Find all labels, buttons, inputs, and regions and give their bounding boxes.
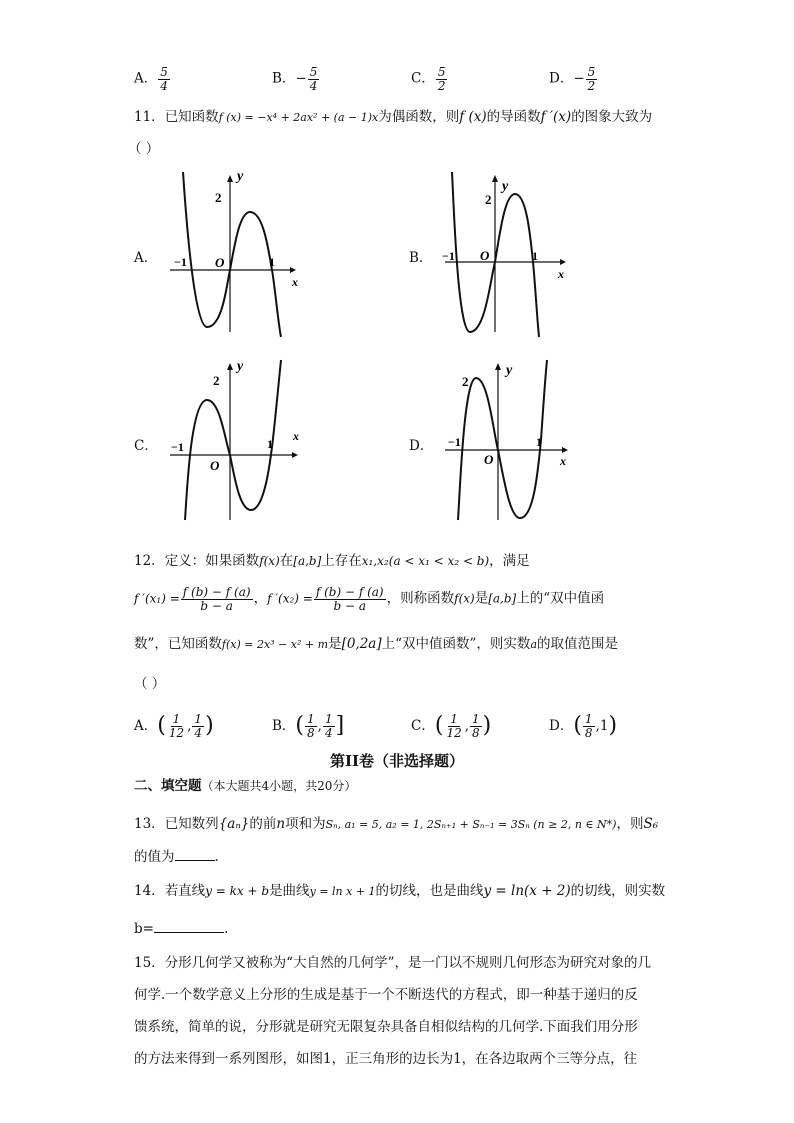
y-axis-arrow-icon [492, 175, 498, 182]
origin-label: O [480, 248, 490, 263]
graph-b[interactable] [440, 172, 570, 337]
q12-line-1: 12．定义：如果函数f(x)在[a,b]上存在x₁,x₂(a < x₁ < x₂ < b)，满足 [134, 553, 530, 569]
tick-label-1: 1 [536, 435, 542, 449]
q12-option-a[interactable]: A．( $\frac{1}{12}$ , $\frac{1}{4}$ ) [134, 712, 214, 740]
fraction: $\frac{f (b) - f (a)}{b - a}$ [315, 585, 384, 613]
tick-label-2: 2 [213, 373, 220, 388]
tick-label-1: 1 [267, 437, 273, 451]
q12-option-d[interactable]: D．( $\frac{1}{8}$ ,1) [549, 712, 618, 740]
y-axis-arrow-icon [227, 363, 233, 370]
y-label: y [502, 179, 509, 194]
q14-stem: 14．若直线y = kx + b是曲线y = ln x + 1的切线，也是曲线y = ln(x + 2)的切线，则实数 [134, 883, 666, 899]
q11-option-a-label[interactable]: A． [134, 250, 158, 266]
q11-stem: 11．已知函数f (x) = −x⁴ + 2ax² + (a − 1)x为偶函数，则f (x)的导函数f ′(x)的图象大致为 [134, 109, 653, 125]
derivative-curve [458, 360, 547, 520]
q10-option-a[interactable]: A． $\frac{5}{4}$ [134, 65, 168, 93]
origin-label: O [484, 452, 494, 467]
q11-option-d-label[interactable]: D． [409, 438, 434, 454]
q12-line-3: 数”，已知函数f(x) = 2x³ − x² + m是[0,2a]上“双中值函数”，则实数a的取值范围是 [134, 636, 618, 652]
q10-option-b[interactable]: B．− $\frac{5}{4}$ [272, 65, 318, 93]
q15-line-2: 何学.一个数学意义上分形的生成是基于一个不断迭代的方程式，即一种基于递归的反 [134, 987, 638, 1003]
section-heading-fill-in: 二、填空题（本大题共4小题，共20分） [134, 778, 357, 794]
x-label: x [560, 454, 566, 468]
section-title: 第II卷（非选择题） [329, 752, 465, 770]
q13-line-2: 的值为 . [134, 849, 219, 865]
q14-line-2: b= . [134, 921, 229, 937]
q13-answer-blank[interactable] [175, 848, 215, 861]
x-axis-arrow-icon [560, 259, 566, 265]
derivative-curve [183, 172, 281, 337]
fraction: $\frac{f (b) - f (a)}{b - a}$ [182, 585, 251, 613]
x-axis-arrow-icon [290, 267, 296, 273]
tick-label-1: 1 [532, 249, 538, 263]
tick-label-2: 2 [462, 374, 469, 389]
fraction: $\frac{5}{4}$ [160, 65, 168, 93]
y-axis-arrow-icon [227, 175, 233, 182]
origin-label: O [210, 458, 220, 473]
q15-line-4: 的方法来得到一系列图形，如图1，正三角形的边长为1，在各边取两个三等分点，往 [134, 1051, 638, 1067]
tick-label-neg-1: −1 [174, 255, 187, 269]
q15-line-3: 馈系统，简单的说，分形就是研究无限复杂具备自相似结构的几何学.下面我们用分形 [134, 1019, 638, 1035]
graph-d[interactable] [440, 360, 575, 525]
fraction: $\frac{5}{2}$ [437, 65, 446, 93]
graph-c[interactable] [165, 360, 300, 525]
q12-line-2: f ′(x₁) = $\frac{f (b) - f (a)}{b - a}$ ，f ′(x₂) = $\frac{f (b) - f (a)}{b - a}$ ，则称函数f(x)是[a,b]上的“双中值函 [134, 585, 605, 613]
q14-answer-blank[interactable] [154, 920, 224, 933]
y-axis-arrow-icon [495, 363, 501, 370]
tick-label-neg-1: −1 [171, 440, 184, 454]
x-label: x [293, 429, 299, 443]
x-axis-arrow-icon [562, 447, 568, 453]
origin-label: O [215, 255, 225, 270]
x-label: x [558, 267, 564, 281]
y-label: y [506, 363, 513, 378]
tick-label-2: 2 [485, 192, 492, 207]
q12-option-c[interactable]: C．( $\frac{1}{12}$ , $\frac{1}{8}$ ) [411, 712, 492, 740]
tick-label-2: 2 [215, 190, 222, 205]
x-label: x [292, 275, 298, 289]
fraction: $\frac{5}{4}$ [309, 65, 318, 93]
q11-option-b-label[interactable]: B． [409, 250, 433, 266]
q13-stem: 13．已知数列{aₙ}的前n项和为Sₙ, a₁ = 5, a₂ = 1, 2Sₙ₊₁ + Sₙ₋₁ = 3Sₙ (n ≥ 2, n ∈ N*)，则S₆ [134, 816, 659, 832]
q10-option-d[interactable]: D．− $\frac{5}{2}$ [549, 65, 596, 93]
tick-label-neg-1: −1 [442, 249, 455, 263]
tick-label-1: 1 [269, 255, 275, 269]
y-label: y [237, 359, 244, 374]
q12-option-b[interactable]: B．( $\frac{1}{8}$ , $\frac{1}{4}$ ] [272, 712, 345, 740]
graph-a[interactable] [165, 169, 298, 337]
q15-line-1: 15．分形几何学又被称为“大自然的几何学”，是一门以不规则几何形态为研究对象的几 [134, 955, 651, 971]
q10-option-c[interactable]: C． $\frac{5}{2}$ [411, 65, 446, 93]
y-label: y [237, 169, 244, 184]
q11-answer-paren: （ ） [128, 141, 160, 157]
q11-option-c-label[interactable]: C． [134, 438, 158, 454]
tick-label-neg-1: −1 [448, 435, 461, 449]
x-axis-arrow-icon [292, 452, 298, 458]
fraction: $\frac{5}{2}$ [587, 65, 596, 93]
q12-answer-paren: （ ） [134, 676, 166, 692]
